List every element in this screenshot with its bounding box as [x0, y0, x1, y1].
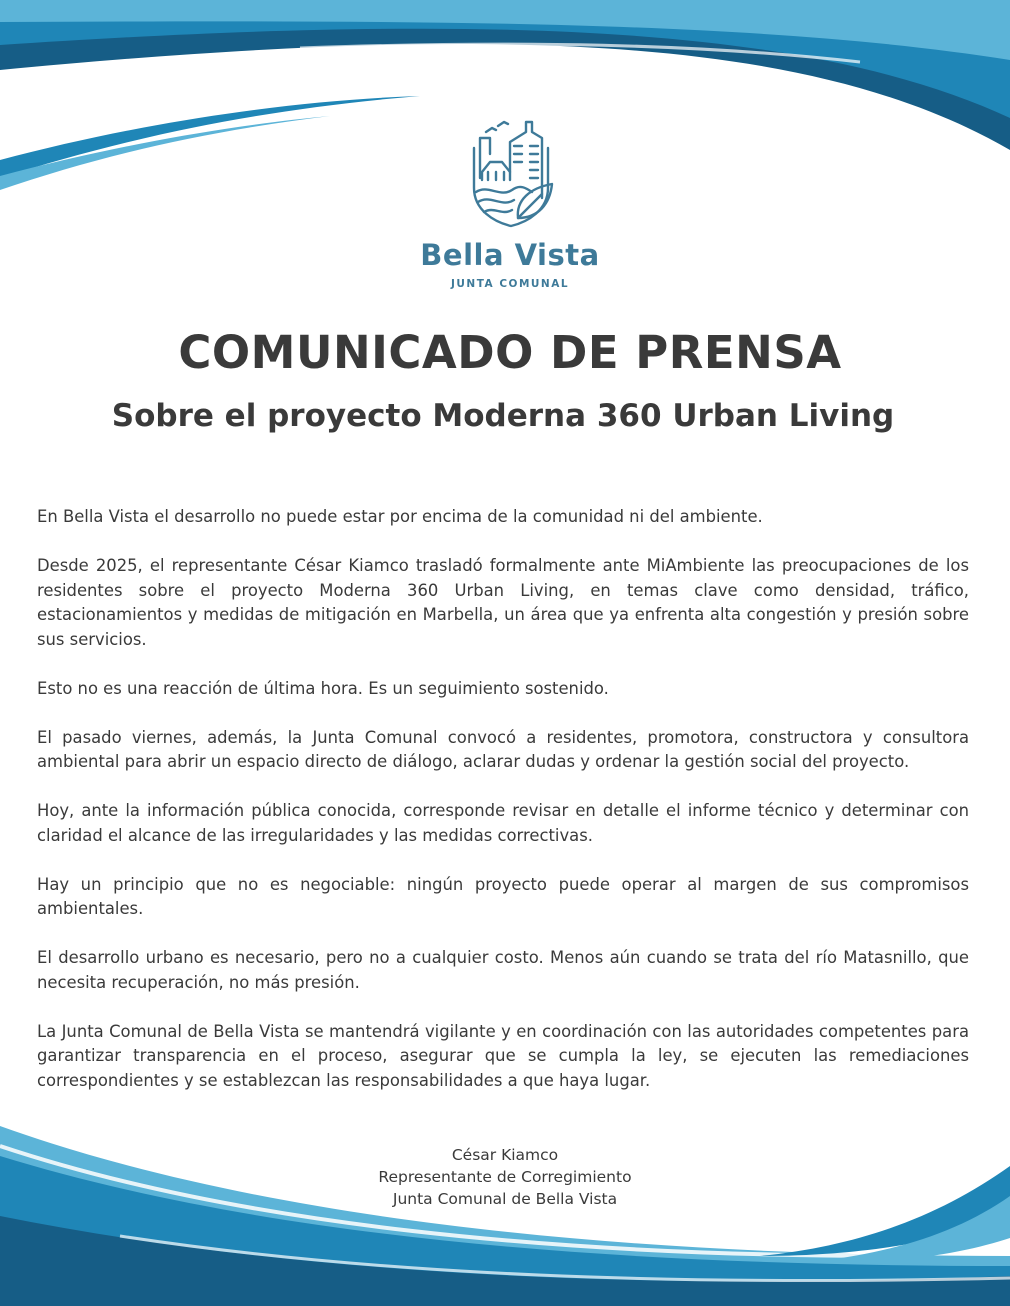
paragraph: Hay un principio que no es negociable: ningún proyecto puede operar al margen de sus compromisos ambientales.	[37, 874, 969, 918]
paragraph: Esto no es una reacción de última hora. Es un seguimiento sostenido.	[37, 678, 609, 698]
paragraph: La Junta Comunal de Bella Vista se mantendrá vigilante y en coordinación con las autoridades competentes para garantizar transparencia en el proceso, asegurar que se cumpla la ley, se ejecuten las remediaciones correspondientes y se establezcan las responsabilidades a que haya lugar.	[37, 1021, 969, 1090]
paragraph: Desde 2025, el representante César Kiamco trasladó formalmente ante MiAmbiente las preocupaciones de los residentes sobre el proyecto Moderna 360 Urban Living, en temas clave como densidad, tráfico, estacionamientos y medidas de mitigación en Marbella, un área que ya enfrenta alta congestión y presión sobre sus servicios.	[37, 556, 969, 649]
page-title: COMUNICADO DE PRENSA	[178, 326, 842, 379]
brand-name: Bella Vista	[420, 238, 600, 272]
paragraph: En Bella Vista el desarrollo no puede estar por encima de la comunidad ni del ambiente.	[37, 507, 763, 526]
brand-tagline: JUNTA COMUNAL	[450, 278, 570, 290]
signature-organization: Junta Comunal de Bella Vista	[392, 1190, 618, 1208]
page-subtitle: Sobre el proyecto Moderna 360 Urban Living	[111, 398, 895, 434]
signature-role: Representante de Corregimiento	[378, 1168, 632, 1186]
press-release-body	[37, 505, 969, 1118]
signature-name: César Kiamco	[451, 1146, 559, 1164]
paragraph: El pasado viernes, además, la Junta Comunal convocó a residentes, promotora, constructora y consultora ambiental para abrir un espacio directo de diálogo, aclarar dudas y ordenar la gestión social del proyecto.	[37, 727, 969, 771]
city-river-leaf-shield-icon	[466, 118, 556, 230]
paragraph: El desarrollo urbano es necesario, pero no a cualquier costo. Menos aún cuando se trata del río Matasnillo, que necesita recuperación, no más presión.	[37, 948, 969, 992]
paragraph: Hoy, ante la información pública conocida, corresponde revisar en detalle el informe técnico y determinar con claridad el alcance de las irregularidades y las medidas correctivas.	[37, 801, 969, 845]
bottom-wave-decoration	[0, 1106, 1010, 1306]
